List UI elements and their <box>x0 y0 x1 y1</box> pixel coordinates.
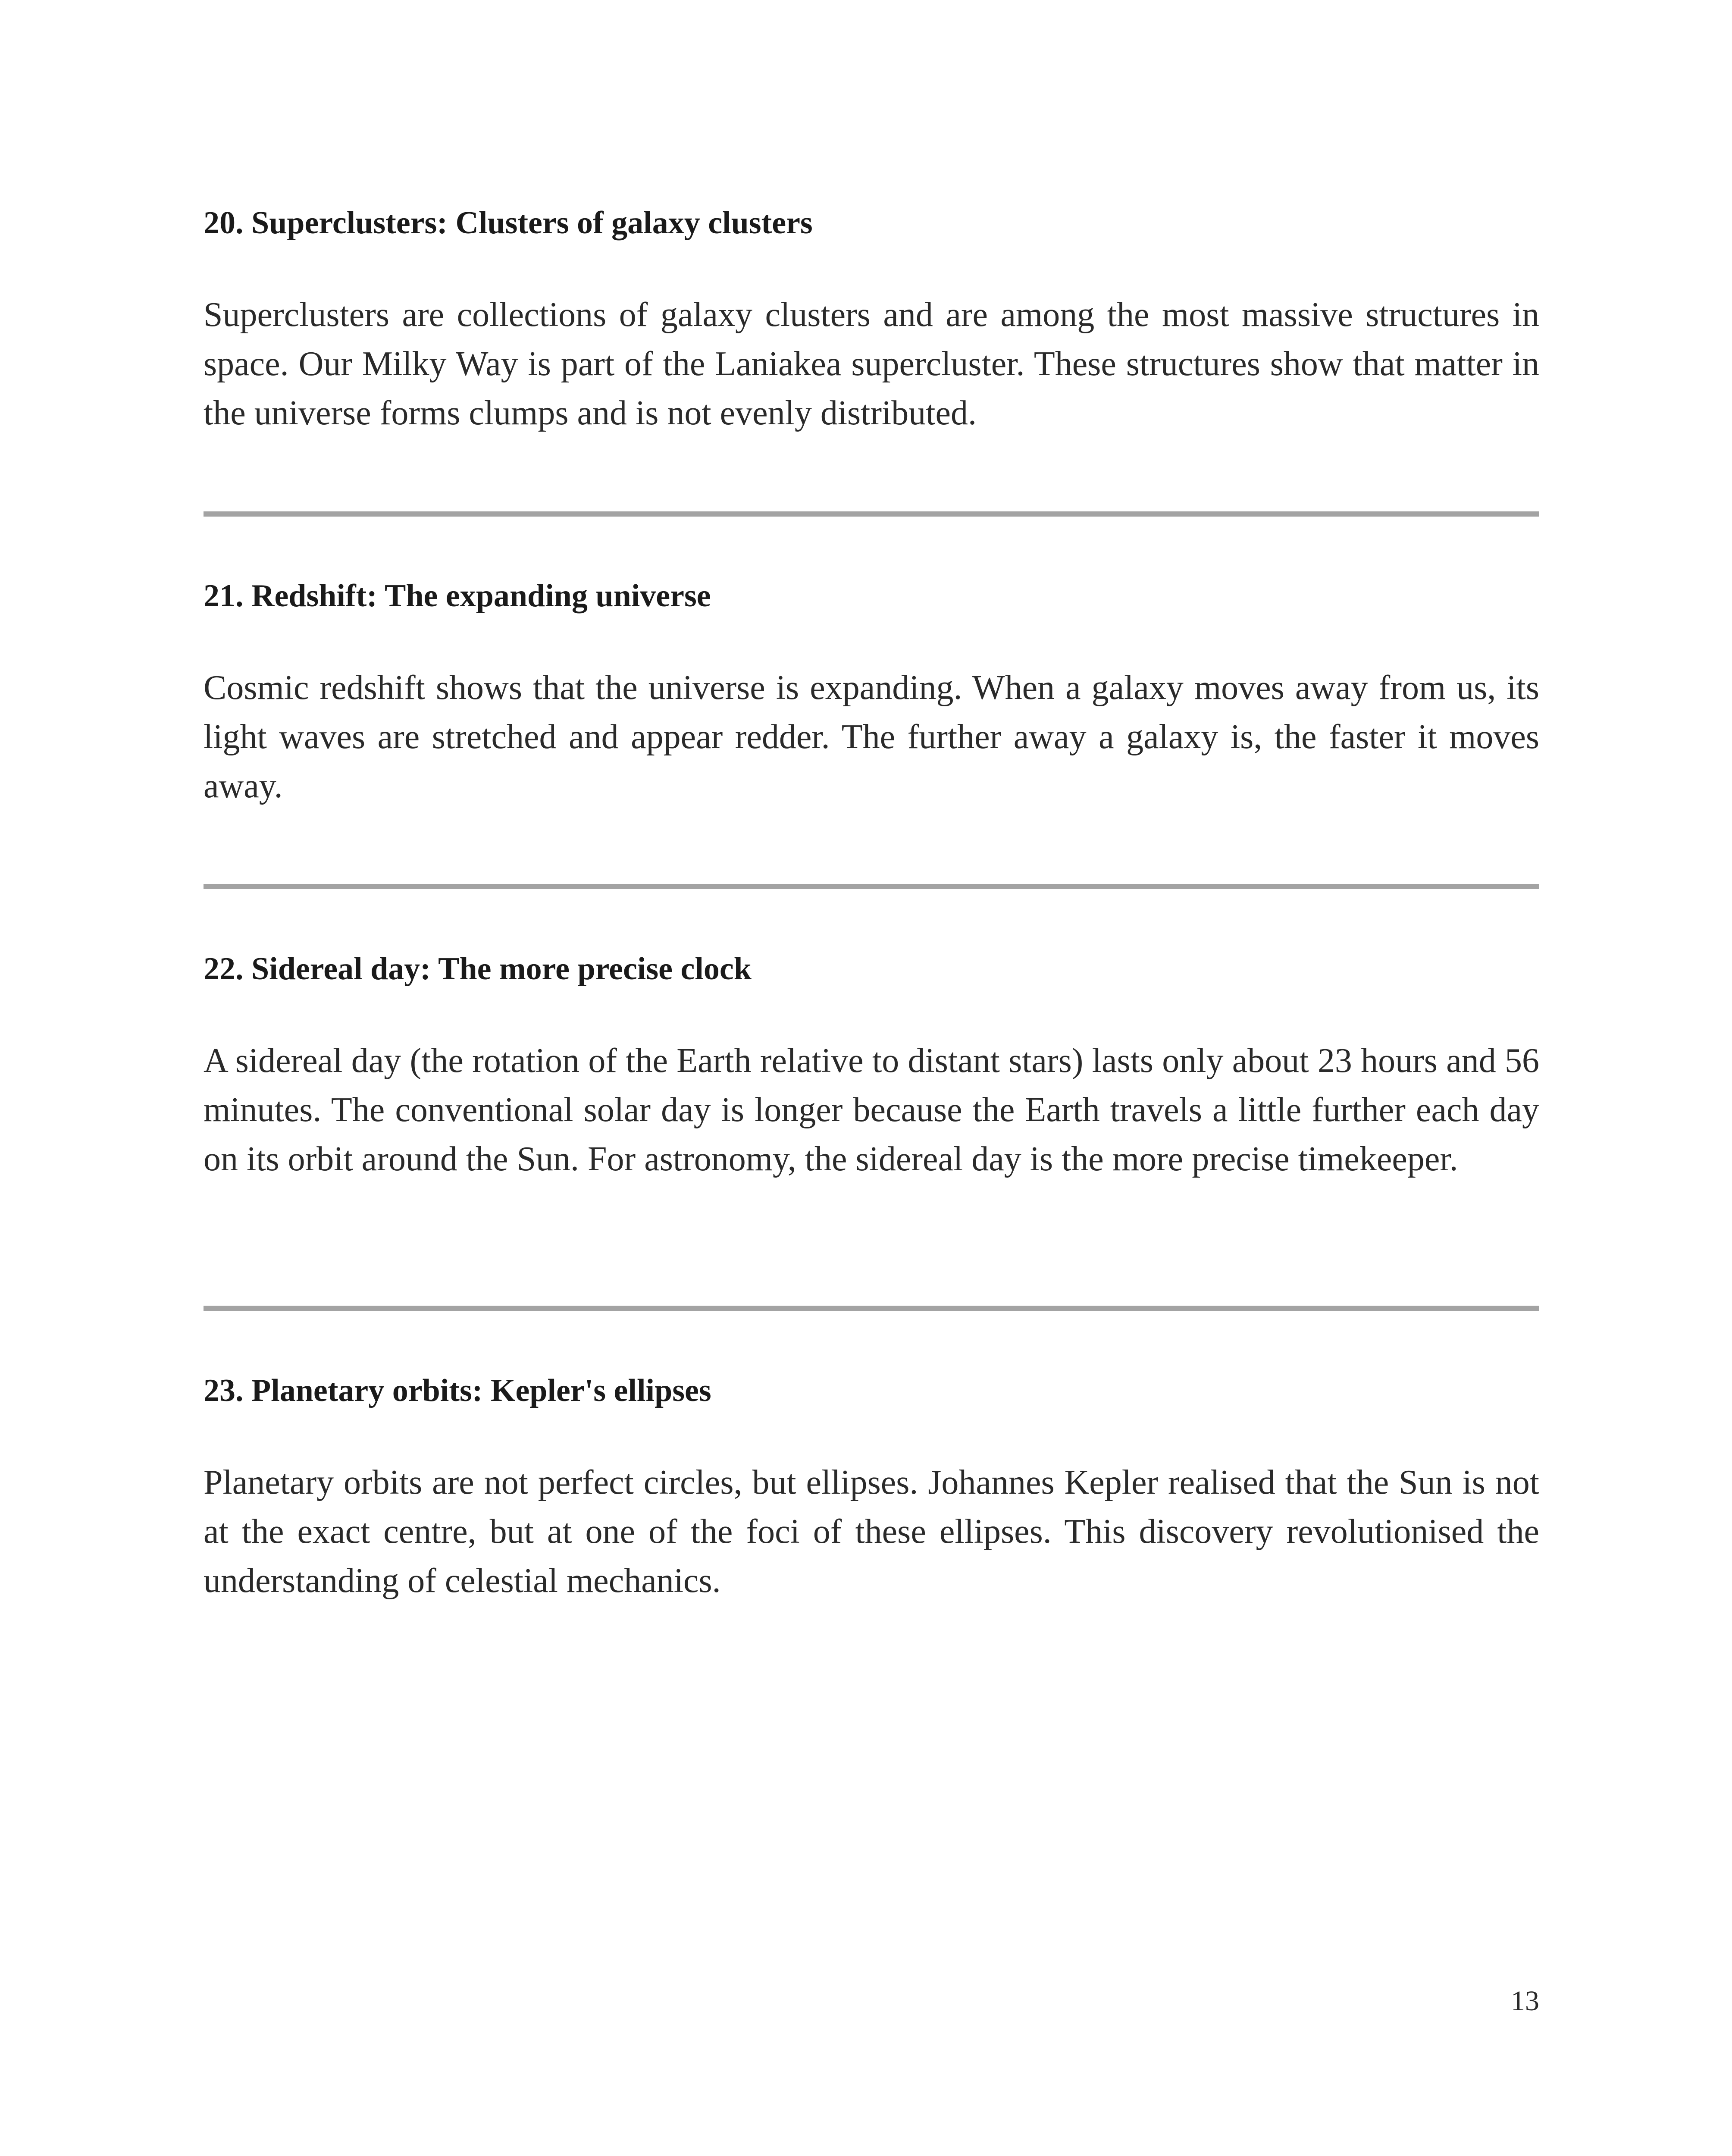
section-heading: 22. Sidereal day: The more precise clock <box>204 951 752 987</box>
section-body: Planetary orbits are not perfect circles, but ellipses. Johannes Kepler realised that the Sun is not at the exact centre, but at one of the foci of these ellipses. This discovery revolutionised the understanding of celestial mechanics. <box>204 1463 1539 1600</box>
page-number: 13 <box>1511 1985 1539 2017</box>
section-heading: 21. Redshift: The expanding universe <box>204 578 711 614</box>
section-divider <box>204 1306 1539 1311</box>
section-divider <box>204 884 1539 889</box>
section-heading: 20. Superclusters: Clusters of galaxy clusters <box>204 205 813 241</box>
section-body: Superclusters are collections of galaxy clusters and are among the most massive structures in space. Our Milky Way is part of the Laniakea supercluster. These structures show that matter in the universe forms clumps and is not evenly distributed. <box>204 296 1539 432</box>
section-divider <box>204 511 1539 517</box>
section-body: A sidereal day (the rotation of the Earth relative to distant stars) lasts only about 23 hours and 56 minutes. The conventional solar day is longer because the Earth travels a little further each day on its orbit around the Sun. For astronomy, the sidereal day is the more precise timekeeper. <box>204 1042 1539 1178</box>
section-body: Cosmic redshift shows that the universe is expanding. When a galaxy moves away from us, its light waves are stretched and appear redder. The further away a galaxy is, the faster it moves away. <box>204 669 1539 805</box>
section-heading: 23. Planetary orbits: Kepler's ellipses <box>204 1373 711 1408</box>
